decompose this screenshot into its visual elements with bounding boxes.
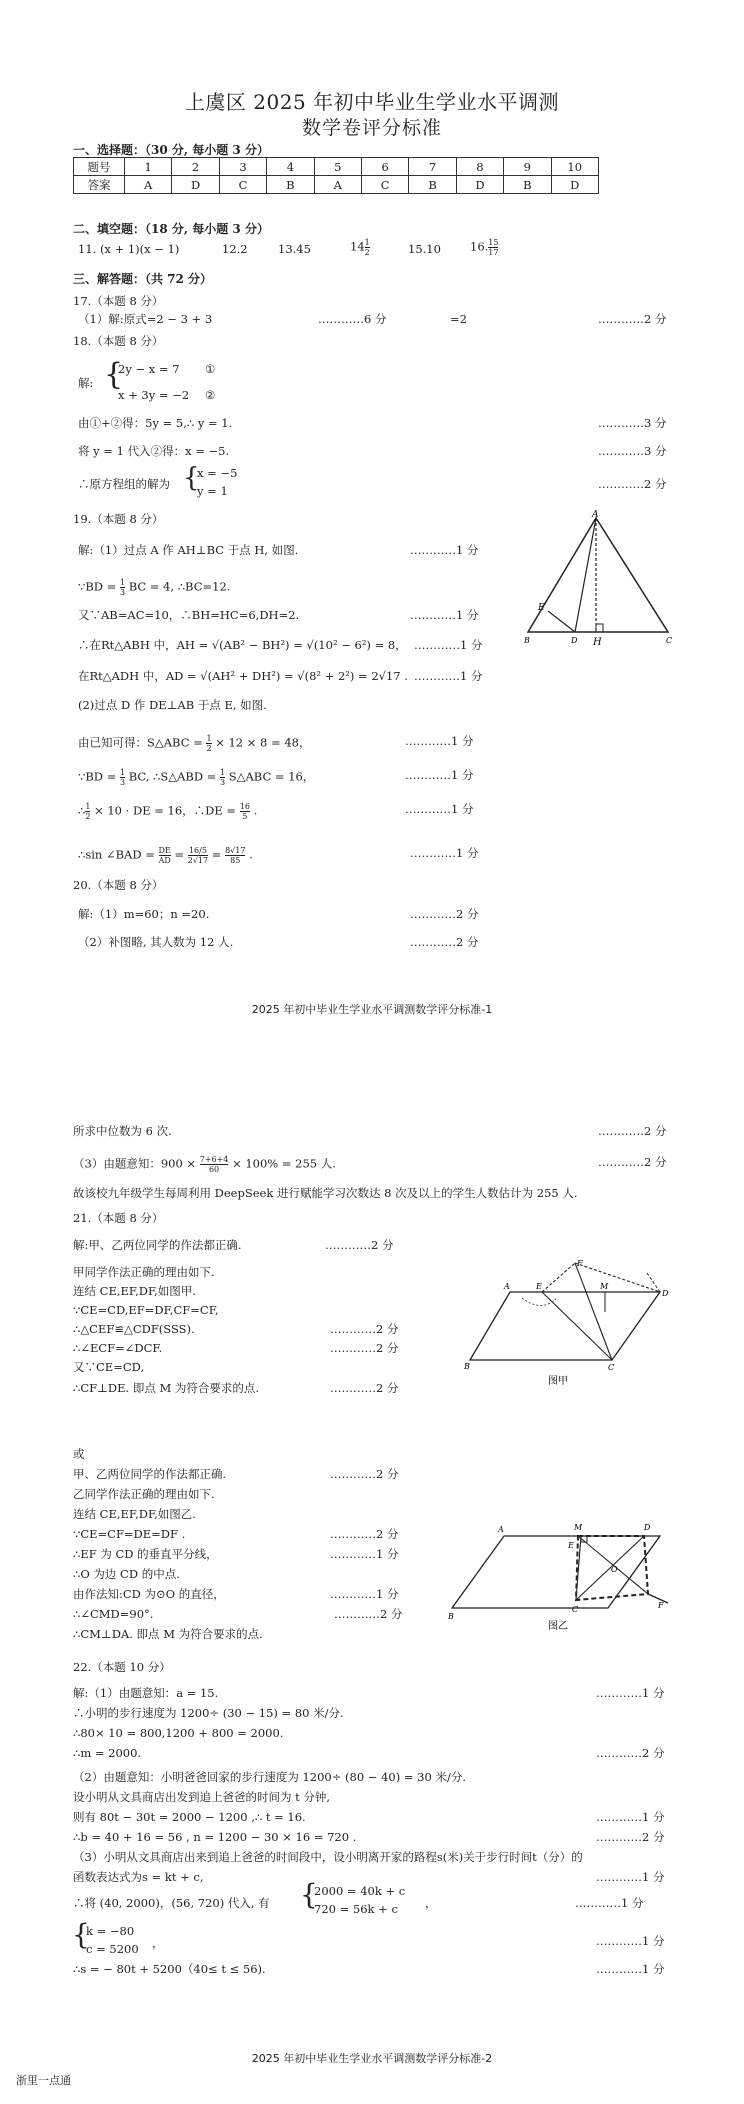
q22-points-10: …………1 分 xyxy=(596,1870,665,1884)
q19-points-10: …………1 分 xyxy=(410,846,479,860)
table-cell: 9 xyxy=(504,158,551,176)
q22-points-1: …………1 分 xyxy=(596,1686,665,1700)
q19-line10-a: ∴sin ∠BAD = xyxy=(78,847,155,862)
q18-points-2: …………3 分 xyxy=(598,444,667,458)
q20-points-1: …………2 分 xyxy=(410,907,479,921)
q20-line4-a: （3）由题意知：900 × xyxy=(73,1156,197,1171)
numerator: 8√17 xyxy=(225,846,246,855)
numerator: 1 xyxy=(206,734,212,743)
q20-line4 xyxy=(73,1155,336,1174)
label-c: C xyxy=(608,1363,615,1372)
q18-points-3: …………2 分 xyxy=(598,477,667,491)
q22-line12: ∴s = − 80t + 5200（40≤ t ≤ 56). xyxy=(73,1962,266,1976)
answer-16-int: 16. xyxy=(470,239,489,254)
q22-heading: 22.（本题 10 分） xyxy=(73,1660,171,1674)
table-cell: D xyxy=(551,176,598,194)
segment-cf xyxy=(575,1263,612,1360)
label-h: H xyxy=(593,637,602,648)
q21-heading: 21.（本题 8 分） xyxy=(73,1211,164,1225)
q21-line2: 甲同学作法正确的理由如下. xyxy=(73,1265,215,1279)
q21-points-5: …………2 分 xyxy=(330,1322,399,1336)
q21-points-8: …………2 分 xyxy=(330,1381,399,1395)
q22-line8: ∴b = 40 + 16 = 56 , n = 1200 − 30 × 16 = 720 . xyxy=(73,1830,357,1844)
label-b: B xyxy=(524,636,530,645)
denominator: 5 xyxy=(242,812,248,821)
q21-alt-points-8: …………2 分 xyxy=(334,1607,403,1621)
q19-line7 xyxy=(78,734,310,753)
q22-points-4: …………2 分 xyxy=(596,1746,665,1760)
q22-k-end: ， xyxy=(152,1936,164,1950)
fraction xyxy=(206,734,211,753)
q20-line1: 解:（1）m=60；n =20. xyxy=(78,907,210,921)
segment-ef xyxy=(542,1263,575,1292)
numerator: 7+6+4 xyxy=(199,1155,229,1164)
q22-points-11: …………1 分 xyxy=(575,1896,644,1910)
table-cell: A xyxy=(314,176,361,194)
fraction xyxy=(365,238,370,257)
q21-line4: ∵CE=CD,EF=DF,CF=CF, xyxy=(73,1303,219,1317)
q21-points-6: …………2 分 xyxy=(330,1341,399,1355)
q18-heading: 18.（本题 8 分） xyxy=(73,334,164,348)
q19-points-4: …………1 分 xyxy=(414,638,483,652)
q17-line1: （1）解:原式=2 − 3 + 3 xyxy=(78,312,213,326)
q19-triangle-figure xyxy=(520,510,675,650)
q19-line10-d: . xyxy=(249,847,253,862)
label-f: F xyxy=(577,1259,583,1268)
q22-line9: （3）小明从文具商店出来到追上爸爸的时间段中，设小明离开家的路程s(米)关于步行时间t（分）的 xyxy=(73,1850,583,1864)
label-f: F xyxy=(658,1601,664,1610)
denominator: 17 xyxy=(488,248,499,257)
label-b: B xyxy=(448,1612,454,1621)
q22-sys1: 2000 = 40k + c xyxy=(314,1884,406,1898)
table-cell: 答案 xyxy=(74,176,125,194)
q22-points-8: …………2 分 xyxy=(596,1830,665,1844)
q19-line9 xyxy=(78,802,257,821)
q21-alt-line7: 由作法知:CD 为⊙O 的直径， xyxy=(73,1587,225,1601)
fraction xyxy=(120,768,125,787)
q20-points-4: …………2 分 xyxy=(598,1155,667,1169)
brace-icon: { xyxy=(104,357,124,392)
q20-points-3: …………2 分 xyxy=(598,1124,667,1138)
table-row xyxy=(74,158,599,176)
q19-line9-b: × 10 · DE = 16，∴DE = xyxy=(94,803,237,818)
table-cell: A xyxy=(125,176,172,194)
q19-points-5: …………1 分 xyxy=(414,669,483,683)
q22-line4: ∴m = 2000. xyxy=(73,1746,142,1760)
table-cell: 2 xyxy=(172,158,219,176)
q21-line8: ∴CF⊥DE. 即点 M 为符合要求的点. xyxy=(73,1381,260,1395)
segment-cd xyxy=(576,1536,644,1600)
numerator: 1 xyxy=(85,802,91,811)
brace-icon: { xyxy=(72,1918,90,1951)
q21-alt-line6: ∴O 为边 CD 的中点. xyxy=(73,1567,180,1581)
q21-alt-line5: ∴EF 为 CD 的垂直平分线， xyxy=(73,1547,218,1561)
q21-alt-points-7: …………1 分 xyxy=(330,1587,399,1601)
q22-points-12: …………1 分 xyxy=(596,1962,665,1976)
brand-watermark: 浙里一点通 xyxy=(16,2074,71,2087)
label-m: M xyxy=(574,1523,583,1532)
figure-yi-caption: 图乙 xyxy=(548,1621,568,1632)
q19-line7-b: × 12 × 8 = 48， xyxy=(215,735,311,750)
label-m: M xyxy=(600,1282,609,1291)
q18-points-1: …………3 分 xyxy=(598,416,667,430)
q22-line6: 设小明从文具商店出发到追上爸爸的时间为 t 分钟, xyxy=(73,1790,331,1804)
fraction xyxy=(159,846,171,865)
q18-sol1: x = −5 xyxy=(197,466,238,480)
q21-alt-line1: 甲、乙两位同学的作法都正确. xyxy=(73,1467,227,1481)
q19-line8 xyxy=(78,768,314,787)
label-b: B xyxy=(464,1362,470,1371)
denominator: 2 xyxy=(85,812,91,821)
q22-sys-end: ， xyxy=(425,1896,437,1910)
q19-points-9: …………1 分 xyxy=(405,802,474,816)
q21-alt-points-1: …………2 分 xyxy=(330,1467,399,1481)
q18-eq1-mark: ① xyxy=(205,362,216,376)
numerator: 16 xyxy=(239,802,250,811)
q19-line10 xyxy=(78,846,253,865)
label-e: E xyxy=(568,1541,574,1550)
figure-jia-caption: 图甲 xyxy=(548,1376,568,1387)
figure-yi xyxy=(448,1508,678,1633)
fraction xyxy=(488,238,498,257)
q18-line2: 将 y = 1 代入②得：x = −5. xyxy=(78,444,230,458)
q21-alt-line8: ∴∠CMD=90°. xyxy=(73,1607,154,1621)
q18-sol2: y = 1 xyxy=(197,484,228,498)
label-e: E xyxy=(538,603,545,613)
triangle-abc xyxy=(528,518,668,632)
answer-15: 15.10 xyxy=(408,242,441,256)
table-cell: 4 xyxy=(267,158,314,176)
q17-heading: 17.（本题 8 分） xyxy=(73,294,164,308)
fraction xyxy=(225,846,245,865)
q19-line2 xyxy=(78,578,230,597)
q22-line11: ∴将 (40, 2000)，(56, 720) 代入, 有 xyxy=(73,1896,270,1910)
q21-alt-line9: ∴CM⊥DA. 即点 M 为符合要求的点. xyxy=(73,1627,263,1641)
q22-line1: 解:（1）由题意知：a = 15. xyxy=(73,1686,219,1700)
label-d: D xyxy=(662,1289,669,1298)
q19-line8-c: S△ABC = 16， xyxy=(228,769,315,784)
q20-heading: 20.（本题 8 分） xyxy=(73,878,164,892)
table-cell: 6 xyxy=(361,158,408,176)
table-cell: 1 xyxy=(125,158,172,176)
q19-line2-b: BC = 4, ∴BC=12. xyxy=(128,579,231,594)
arc-mark xyxy=(647,1273,660,1292)
denominator: 3 xyxy=(119,588,126,597)
q18-line3: ∴原方程组的解为 xyxy=(78,477,170,491)
answer-table xyxy=(73,157,599,194)
answer-12: 12.2 xyxy=(222,242,248,256)
denominator: 2 xyxy=(206,744,212,753)
q18-sys-label: 解: xyxy=(78,376,94,390)
q22-line5: （2）由题意知：小明爸爸回家的步行速度为 1200÷ (80 − 40) = 30 米/分. xyxy=(73,1770,466,1784)
q21-line5: ∴△CEF≌△CDF(SSS). xyxy=(73,1322,195,1336)
q19-line1: 解:（1）过点 A 作 AH⊥BC 于点 H, 如图. xyxy=(78,543,299,557)
q17-result: =2 xyxy=(450,312,467,326)
fraction xyxy=(85,802,90,821)
q19-points-8: …………1 分 xyxy=(405,768,474,782)
denominator: AD xyxy=(158,856,171,865)
label-a: A xyxy=(592,510,599,520)
q21-points-1: …………2 分 xyxy=(325,1238,394,1252)
q22-points-7: …………1 分 xyxy=(596,1810,665,1824)
denominator: 85 xyxy=(230,856,241,865)
answer-13: 13.45 xyxy=(278,242,311,256)
q19-line8-b: BC, ∴S△ABD = xyxy=(128,769,217,784)
q18-eq1: 2y − x = 7 xyxy=(118,362,180,376)
numerator: 1 xyxy=(119,578,126,587)
numerator: 16/5 xyxy=(188,846,207,855)
table-cell: 题号 xyxy=(74,158,125,176)
fraction xyxy=(120,578,125,597)
q18-line1: 由①+②得：5y = 5,∴ y = 1. xyxy=(78,416,233,430)
denominator: 2 xyxy=(364,248,370,257)
q19-line3: 又∵AB=AC=10，∴BH=HC=6,DH=2. xyxy=(78,608,300,622)
q18-eq2-mark: ② xyxy=(205,388,216,402)
figure-jia xyxy=(462,1258,682,1388)
label-a: A xyxy=(504,1282,510,1291)
q21-line7: 又∵CE=CD, xyxy=(73,1360,145,1374)
q21-line3: 连结 CE,EF,DF,如图甲. xyxy=(73,1284,196,1298)
q21-alt-line2: 乙同学作法正确的理由如下. xyxy=(73,1487,215,1501)
numerator: 1 xyxy=(119,768,126,777)
q22-c: c = 5200 xyxy=(86,1942,139,1956)
parallelogram-abcd xyxy=(452,1536,660,1608)
q22-line3: ∴80× 10 = 800,1200 + 800 = 2000. xyxy=(73,1726,284,1740)
q22-line7: 则有 80t − 30t = 2000 − 1200 ,∴ t = 16. xyxy=(73,1810,306,1824)
numerator: DE xyxy=(158,846,171,855)
answer-16 xyxy=(470,238,498,257)
q17-points-a: …………6 分 xyxy=(318,312,387,326)
parallelogram-abcd xyxy=(470,1292,660,1360)
table-row xyxy=(74,176,599,194)
table-cell: 3 xyxy=(219,158,266,176)
denominator: 2√17 xyxy=(187,856,209,865)
q19-line9-c: . xyxy=(253,803,258,818)
denominator: 60 xyxy=(208,1165,220,1174)
table-cell: B xyxy=(267,176,314,194)
label-c: C xyxy=(666,636,673,645)
label-c: C xyxy=(572,1605,579,1614)
brace-icon: { xyxy=(300,1878,318,1911)
table-cell: B xyxy=(409,176,456,194)
section2-heading: 二、填空题：（18 分, 每小题 3 分） xyxy=(73,222,269,236)
q21-alt-line4: ∵CE=CF=DE=DF . xyxy=(73,1527,186,1541)
section3-heading: 三、解答题：（共 72 分） xyxy=(73,272,213,286)
label-d: D xyxy=(571,636,578,645)
section1-heading: 一、选择题：（30 分, 每小题 3 分） xyxy=(73,143,269,157)
q19-line2-a: ∵BD = xyxy=(78,579,117,594)
table-cell: 10 xyxy=(551,158,598,176)
table-cell: C xyxy=(361,176,408,194)
q21-alt-line3: 连结 CE,EF,DF,如图乙. xyxy=(73,1507,196,1521)
numerator: 1 xyxy=(220,768,226,777)
fraction xyxy=(240,802,250,821)
q21-alt-points-4: …………2 分 xyxy=(330,1527,399,1541)
table-cell: 5 xyxy=(314,158,361,176)
q19-line8-a: ∵BD = xyxy=(78,769,117,784)
numerator: 15 xyxy=(488,238,499,247)
page-subtitle: 数学卷评分标准 xyxy=(301,117,442,139)
page-footer-1: 2025 年初中毕业生学业水平调测数学评分标准-1 xyxy=(251,1003,493,1016)
label-e: E xyxy=(536,1282,542,1291)
q19-line7-a: 由已知可得：S△ABC = xyxy=(78,735,203,750)
table-cell: 7 xyxy=(409,158,456,176)
q20-line2: （2）补图略, 其人数为 12 人. xyxy=(78,935,234,949)
answer-14 xyxy=(350,238,370,257)
page-footer-2: 2025 年初中毕业生学业水平调测数学评分标准-2 xyxy=(251,2052,493,2065)
q22-line10: 函数表达式为s = kt + c, xyxy=(73,1870,204,1884)
answer-14-int: 14 xyxy=(350,239,365,254)
fraction xyxy=(220,768,225,787)
denominator: 3 xyxy=(119,778,126,787)
q21-or: 或 xyxy=(73,1447,85,1461)
q21-line6: ∴∠ECF=∠DCF. xyxy=(73,1341,163,1355)
q18-eq2: x + 3y = −2 xyxy=(118,388,190,402)
table-cell: B xyxy=(504,176,551,194)
q22-points-k: …………1 分 xyxy=(596,1934,665,1948)
segment-de xyxy=(548,611,575,632)
table-cell: D xyxy=(456,176,503,194)
q21-alt-points-5: …………1 分 xyxy=(330,1547,399,1561)
q20-line4-b: × 100% = 255 人. xyxy=(232,1156,336,1171)
brace-icon: { xyxy=(183,463,200,493)
right-angle-mark xyxy=(596,624,603,632)
q19-points-7: …………1 分 xyxy=(405,734,474,748)
q19-points-3: …………1 分 xyxy=(410,608,479,622)
q19-line6: (2)过点 D 作 DE⊥AB 于点 E, 如图. xyxy=(78,698,267,712)
q19-line4: ∴在Rt△ABH 中，AH = √(AB² − BH²) = √(10² − 6²) = 8， xyxy=(78,638,407,652)
q22-k: k = −80 xyxy=(86,1924,135,1938)
q19-heading: 19.（本题 8 分） xyxy=(73,512,164,526)
table-cell: D xyxy=(172,176,219,194)
page-title: 上虞区 2025 年初中毕业生学业水平调测 xyxy=(184,90,560,114)
label-d: D xyxy=(644,1523,651,1532)
segment-df xyxy=(575,1263,660,1292)
q17-points-b: …………2 分 xyxy=(598,312,667,326)
q20-line5: 故该校九年级学生每周利用 DeepSeek 进行赋能学习次数达 8 次及以上的学生人数估计为 255 人. xyxy=(73,1186,578,1200)
q21-line1: 解:甲、乙两位同学的作法都正确. xyxy=(73,1238,242,1252)
q22-line2: ∴小明的步行速度为 1200÷ (30 − 15) = 80 米/分. xyxy=(73,1706,344,1720)
answer-11: 11. (x + 1)(x − 1) xyxy=(78,242,180,256)
label-a: A xyxy=(498,1525,504,1534)
q19-line9-a: ∴ xyxy=(78,803,86,818)
denominator: 3 xyxy=(220,778,226,787)
q19-points-1: …………1 分 xyxy=(410,543,479,557)
label-o: O xyxy=(611,1565,618,1574)
table-cell: 8 xyxy=(456,158,503,176)
q19-line5: 在Rt△ADH 中，AD = √(AH² + DH²) = √(8² + 2²) = 2√17 . xyxy=(78,669,408,683)
q19-line10-c: = xyxy=(211,847,222,862)
q20-line3: 所求中位数为 6 次. xyxy=(73,1124,172,1138)
fraction xyxy=(188,846,208,865)
q22-sys2: 720 = 56k + c xyxy=(314,1902,398,1916)
fraction xyxy=(200,1155,229,1174)
q19-line10-b: = xyxy=(174,847,185,862)
q20-points-2: …………2 分 xyxy=(410,935,479,949)
table-cell: C xyxy=(219,176,266,194)
numerator: 1 xyxy=(364,238,370,247)
